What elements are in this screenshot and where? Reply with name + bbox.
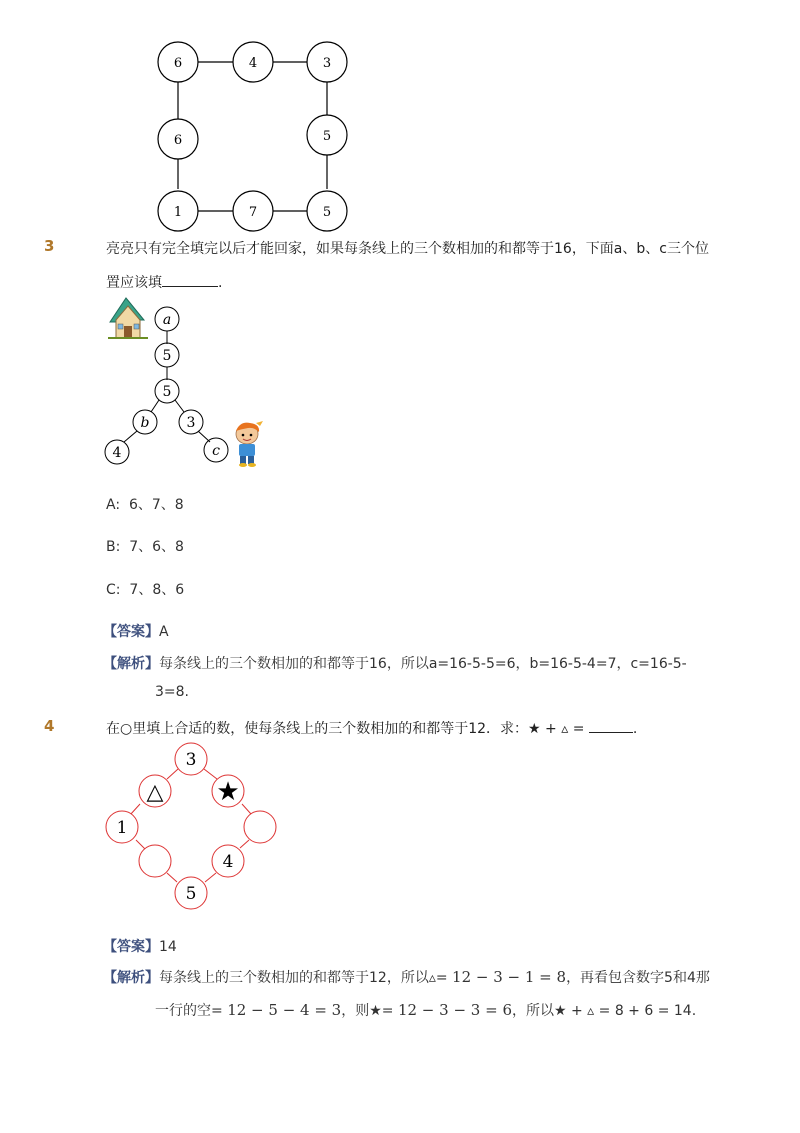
question-4-number: 4: [44, 717, 55, 735]
q3-answer-label: 【答案】: [103, 624, 159, 640]
q4-analysis-text2c: ，所以★ + ▵ = 8 + 6 = 14.: [511, 1003, 697, 1019]
tree-node-b: b: [140, 415, 150, 431]
tree-node-c: c: [212, 443, 220, 459]
square-top-left: 6: [173, 56, 183, 71]
answer-blank: [162, 274, 218, 287]
option-a-text: 6、7、8: [128, 497, 184, 513]
question-3-text-line2-suffix: .: [218, 275, 223, 291]
question-4-text: [106, 718, 637, 738]
diamond-bottom-5: 5: [185, 884, 197, 904]
square-middle-right: 5: [322, 129, 332, 144]
q4-analysis-math1: 12 − 3 − 1 = 8: [452, 968, 567, 986]
option-a-letter: A:: [106, 497, 121, 513]
diamond-left-1: 1: [116, 818, 128, 838]
q4-analysis-line1: [103, 967, 710, 987]
square-top-right: 3: [322, 56, 332, 71]
option-a[interactable]: [106, 494, 184, 514]
option-b-letter: B:: [106, 539, 121, 555]
diamond-lower-right-4: 4: [222, 852, 234, 872]
q3-analysis-line2: 3=8.: [155, 684, 189, 700]
question-3-text-line2: [106, 272, 222, 292]
q4-analysis-line2: [155, 1000, 696, 1020]
tree-node-top-5: 5: [162, 348, 172, 364]
diamond-top-3: 3: [185, 750, 197, 770]
q3-analysis-text1: 每条线上的三个数相加的和都等于16，所以a=16-5-5=6，b=16-5-4=7，c=16-5-: [159, 656, 687, 672]
diamond-triangle: △: [146, 780, 164, 805]
option-b-text: 7、6、8: [129, 539, 184, 555]
q4-diamond-figure: [100, 740, 280, 910]
tree-node-center-5: 5: [162, 384, 172, 400]
q3-answer: [103, 621, 169, 641]
answer-blank: [589, 720, 633, 733]
option-c-letter: C:: [106, 582, 121, 598]
q3-answer-value: A: [159, 624, 169, 640]
q4-answer-label: 【答案】: [103, 939, 159, 955]
q4-analysis-text1b: ，再看包含数字5和4那: [566, 970, 710, 986]
question-4-text-suffix: .: [632, 721, 638, 737]
q4-analysis-text2a: 一行的空=: [155, 1003, 228, 1019]
q4-analysis-text2b: ，则★=: [341, 1003, 398, 1019]
question-4-text-prefix: 在○里填上合适的数，使每条线上的三个数相加的和都等于12．求：★ + ▵ =: [106, 721, 589, 737]
diamond-star: ★: [216, 777, 240, 807]
boy-icon: [230, 420, 266, 468]
square-bottom-right: 5: [322, 205, 332, 220]
tree-node-4: 4: [112, 445, 122, 461]
square-middle-left: 6: [173, 133, 183, 148]
square-bottom-left: 1: [173, 205, 183, 220]
tree-node-a: a: [162, 312, 172, 328]
square-top-middle: 4: [248, 56, 258, 71]
question-3-number: 3: [44, 237, 55, 255]
option-b[interactable]: [106, 536, 184, 556]
option-c-text: 7、8、6: [129, 582, 185, 598]
question-3-text-line1: 亮亮只有完全填完以后才能回家，如果每条线上的三个数相加的和都等于16，下面a、b、c三个位: [106, 241, 709, 257]
q3-analysis-line1: [103, 653, 687, 673]
q4-analysis-math2: 12 − 5 − 4 = 3: [227, 1001, 342, 1019]
q3-tree-figure: [100, 300, 240, 470]
q4-analysis-text1a: 每条线上的三个数相加的和都等于12，所以▵=: [159, 970, 453, 986]
q4-answer-value: 14: [159, 939, 177, 955]
square-bottom-middle: 7: [248, 205, 258, 220]
q4-analysis-math3: 12 − 3 − 3 = 6: [397, 1001, 512, 1019]
q4-answer: [103, 936, 177, 956]
number-square-figure: [150, 35, 360, 235]
q3-analysis-label: 【解析】: [103, 656, 159, 672]
question-3-text-line2-prefix: 置应该填: [106, 275, 162, 291]
option-c[interactable]: [106, 579, 184, 599]
q4-analysis-label: 【解析】: [103, 970, 159, 986]
tree-node-3: 3: [186, 415, 196, 431]
